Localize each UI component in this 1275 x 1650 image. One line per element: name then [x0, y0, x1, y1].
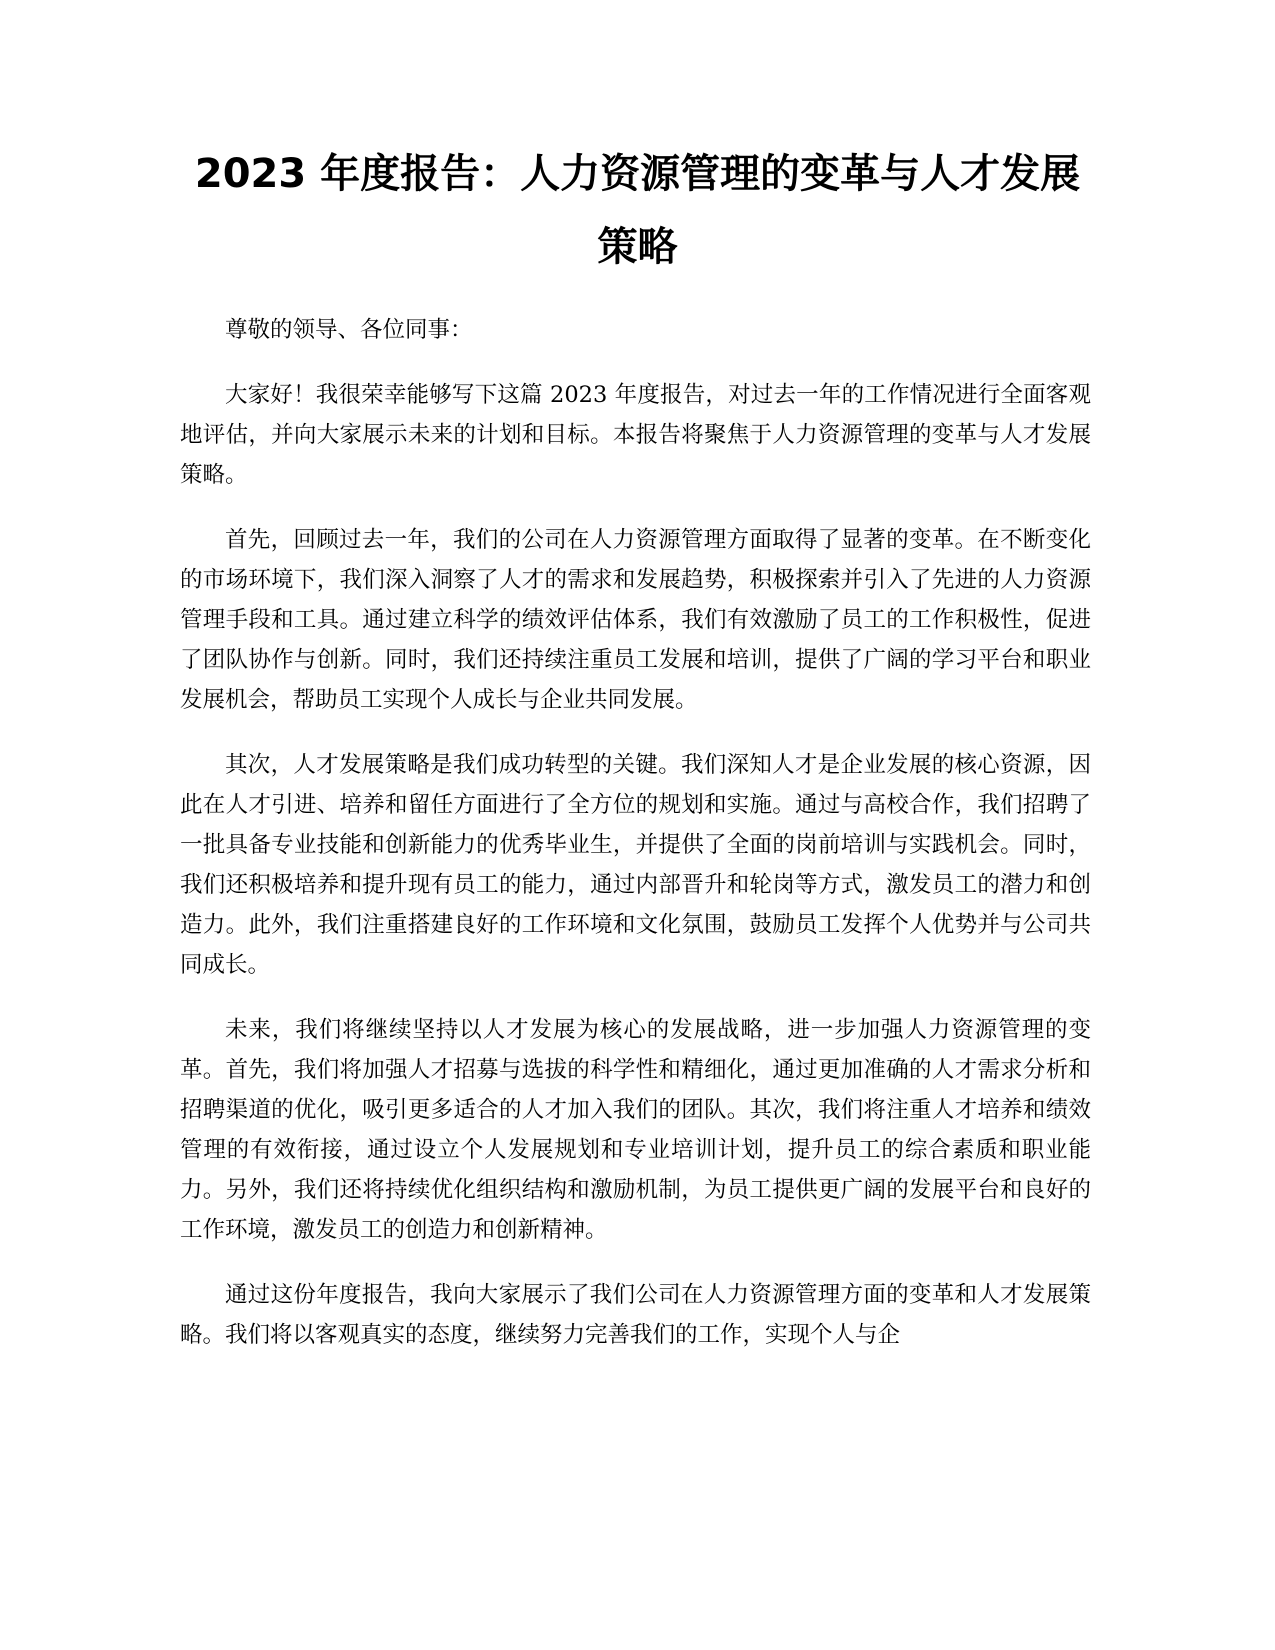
intro-paragraph: 大家好！我很荣幸能够写下这篇 2023 年度报告，对过去一年的工作情况进行全面客观地评估，并向大家展示未来的计划和目标。本报告将聚焦于人力资源管理的变革与人才发展策略。: [180, 382, 1091, 488]
document-title: 2023 年度报告：人力资源管理的变革与人才发展策略: [194, 151, 1081, 270]
closing-paragraph: 通过这份年度报告，我向大家展示了我们公司在人力资源管理方面的变革和人才发展策略。我们将以客观真实的态度，继续努力完善我们的工作，实现个人与企: [180, 1282, 1091, 1348]
talent-strategy-paragraph: 其次，人才发展策略是我们成功转型的关键。我们深知人才是企业发展的核心资源，因此在人才引进、培养和留任方面进行了全方位的规划和实施。通过与高校合作，我们招聘了一批具备专业技能和创新能力的优秀毕业生，并提供了全面的岗前培训与实践机会。同时，我们还积极培养和提升现有员工的能力，通过内部晋升和轮岗等方式，激发员工的潜力和创造力。此外，我们注重搭建良好的工作环境和文化氛围，鼓励员工发挥个人优势并与公司共同成长。: [180, 752, 1091, 978]
salutation-paragraph: 尊敬的领导、各位同事：: [225, 317, 473, 343]
document-body: [180, 310, 1091, 1380]
future-plan-paragraph: 未来，我们将继续坚持以人才发展为核心的发展战略，进一步加强人力资源管理的变革。首先，我们将加强人才招募与选拔的科学性和精细化，通过更加准确的人才需求分析和招聘渠道的优化，吸引更多适合的人才加入我们的团队。其次，我们将注重人才培养和绩效管理的有效衔接，通过设立个人发展规划和专业培训计划，提升员工的综合素质和职业能力。另外，我们还将持续优化组织结构和激励机制，为员工提供更广阔的发展平台和良好的工作环境，激发员工的创造力和创新精神。: [180, 1017, 1091, 1243]
review-paragraph: 首先，回顾过去一年，我们的公司在人力资源管理方面取得了显著的变革。在不断变化的市场环境下，我们深入洞察了人才的需求和发展趋势，积极探索并引入了先进的人力资源管理手段和工具。通过建立科学的绩效评估体系，我们有效激励了员工的工作积极性，促进了团队协作与创新。同时，我们还持续注重员工发展和培训，提供了广阔的学习平台和职业发展机会，帮助员工实现个人成长与企业共同发展。: [180, 527, 1091, 713]
